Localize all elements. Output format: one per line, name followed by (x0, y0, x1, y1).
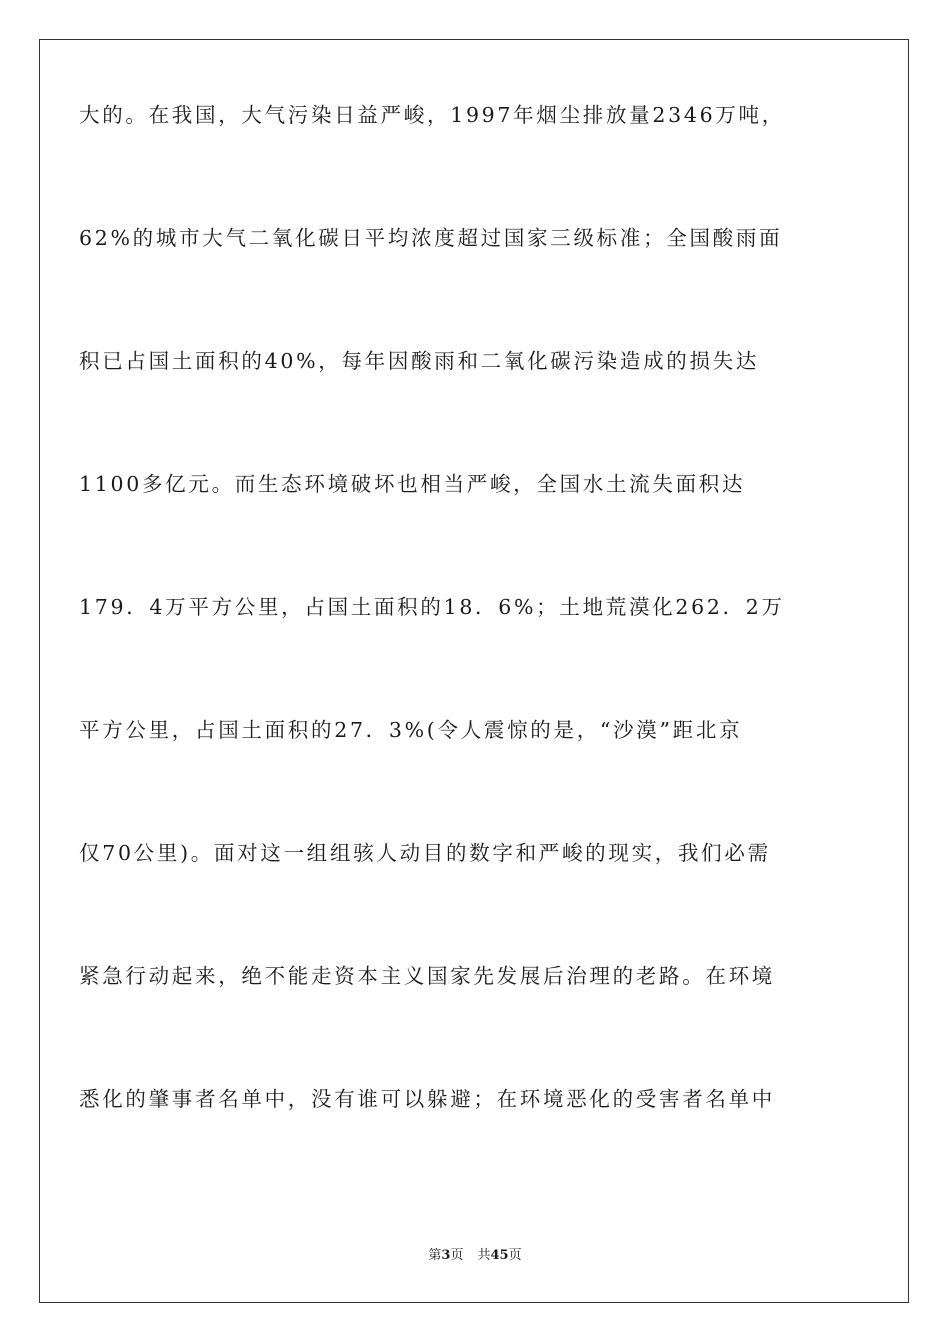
text-line: 积已占国土面积的40%，每年因酸雨和二氧化碳污染造成的损失达 (79, 349, 760, 373)
page-prefix: 第 (428, 1248, 442, 1263)
text-line: 平方公里，占国土面积的27．3%(令人震惊的是，“沙漠”距北京 (79, 718, 743, 742)
text-line: 大的。在我国，大气污染日益严峻，1997年烟尘排放量2346万吨， (79, 103, 785, 127)
text-line: 悉化的肇事者名单中，没有谁可以躲避；在环境恶化的受害者名单中 (79, 1087, 775, 1111)
total-pages: 45 (490, 1248, 509, 1263)
total-suffix: 页 (508, 1248, 522, 1263)
text-line: 179．4万平方公里，占国土面积的18．6%；土地荒漠化262．2万 (79, 595, 785, 619)
text-line: 1100多亿元。而生态环境破坏也相当严峻，全国水土流失面积达 (79, 472, 746, 496)
text-line: 62%的城市大气二氧化碳日平均浓度超过国家三级标准；全国酸雨面 (79, 226, 783, 250)
page-suffix: 页 (450, 1248, 464, 1263)
page-footer (0, 1247, 950, 1265)
total-prefix: 共 (477, 1248, 491, 1263)
text-line: 紧急行动起来，绝不能走资本主义国家先发展后治理的老路。在环境 (79, 964, 775, 988)
page-number: 3 (441, 1248, 451, 1263)
text-line: 仅70公里)。面对这一组组骇人动目的数字和严峻的现实，我们必需 (79, 841, 771, 865)
body-text (79, 95, 854, 1202)
